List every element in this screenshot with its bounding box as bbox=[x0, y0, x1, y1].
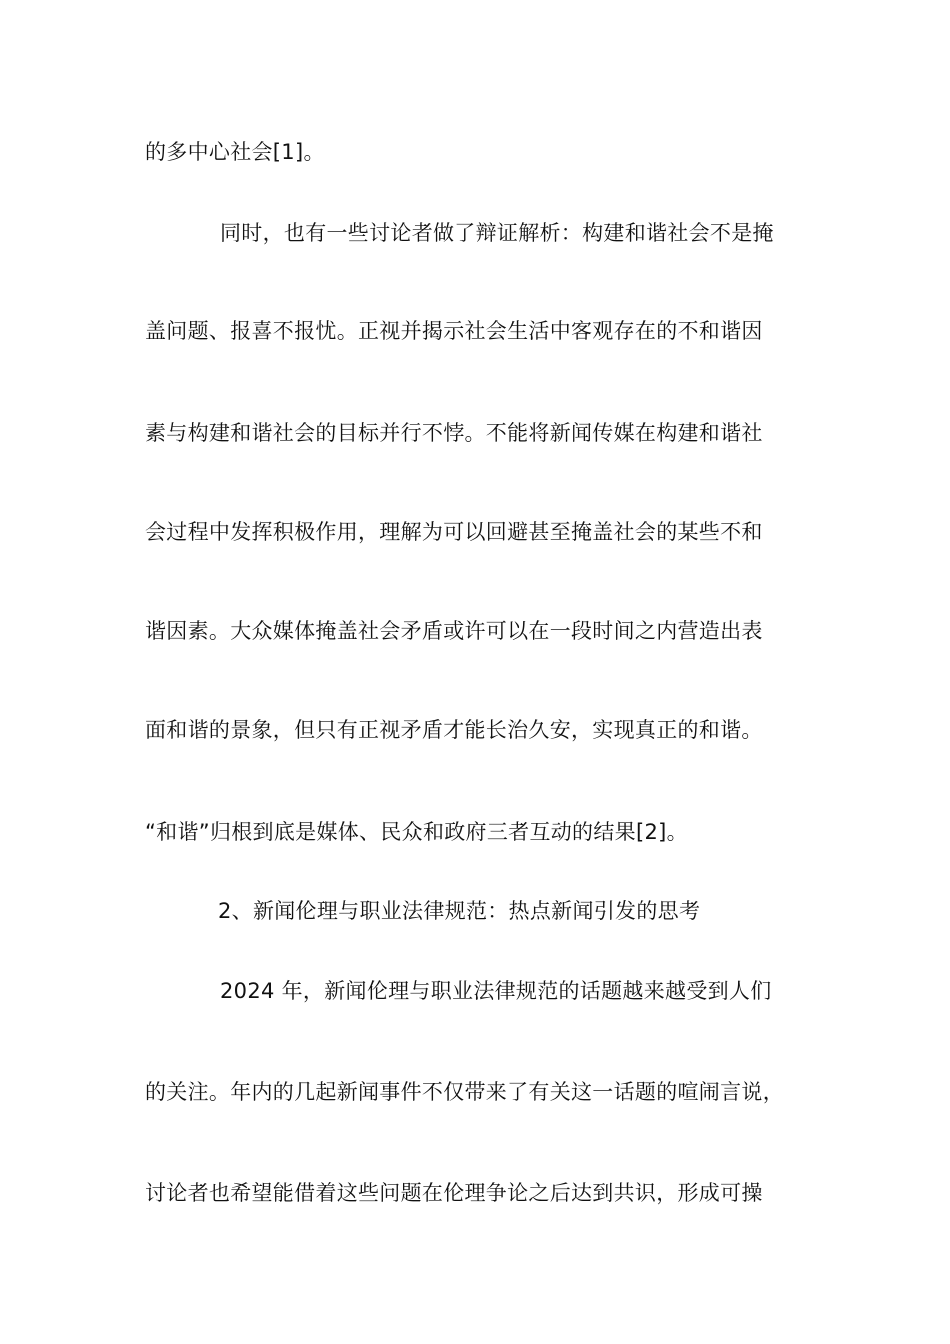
section-heading: 2、新闻伦理与职业法律规范：热点新闻引发的思考 bbox=[218, 899, 701, 923]
paragraph-line: 素与构建和谐社会的目标并行不悖。不能将新闻传媒在构建和谐社 bbox=[145, 421, 763, 445]
paragraph-line: 会过程中发挥积极作用，理解为可以回避甚至掩盖社会的某些不和 bbox=[145, 520, 763, 544]
paragraph-line: 2024 年，新闻伦理与职业法律规范的话题越来越受到人们 bbox=[220, 979, 772, 1003]
paragraph-line: 面和谐的景象，但只有正视矛盾才能长治久安，实现真正的和谐。 bbox=[145, 718, 763, 742]
paragraph-line: 的关注。年内的几起新闻事件不仅带来了有关这一话题的喧闹言说， bbox=[145, 1080, 784, 1104]
paragraph-line: 同时，也有一些讨论者做了辩证解析：构建和谐社会不是掩 bbox=[220, 221, 774, 245]
paragraph-line: “和谐”归根到底是媒体、民众和政府三者互动的结果[2]。 bbox=[145, 820, 688, 844]
paragraph-line: 盖问题、报喜不报忧。正视并揭示社会生活中客观存在的不和谐因 bbox=[145, 319, 763, 343]
paragraph-line: 谐因素。大众媒体掩盖社会矛盾或许可以在一段时间之内营造出表 bbox=[145, 619, 763, 643]
paragraph-line: 讨论者也希望能借着这些问题在伦理争论之后达到共识，形成可操 bbox=[145, 1181, 763, 1205]
paragraph-line: 的多中心社会[1]。 bbox=[145, 140, 325, 164]
